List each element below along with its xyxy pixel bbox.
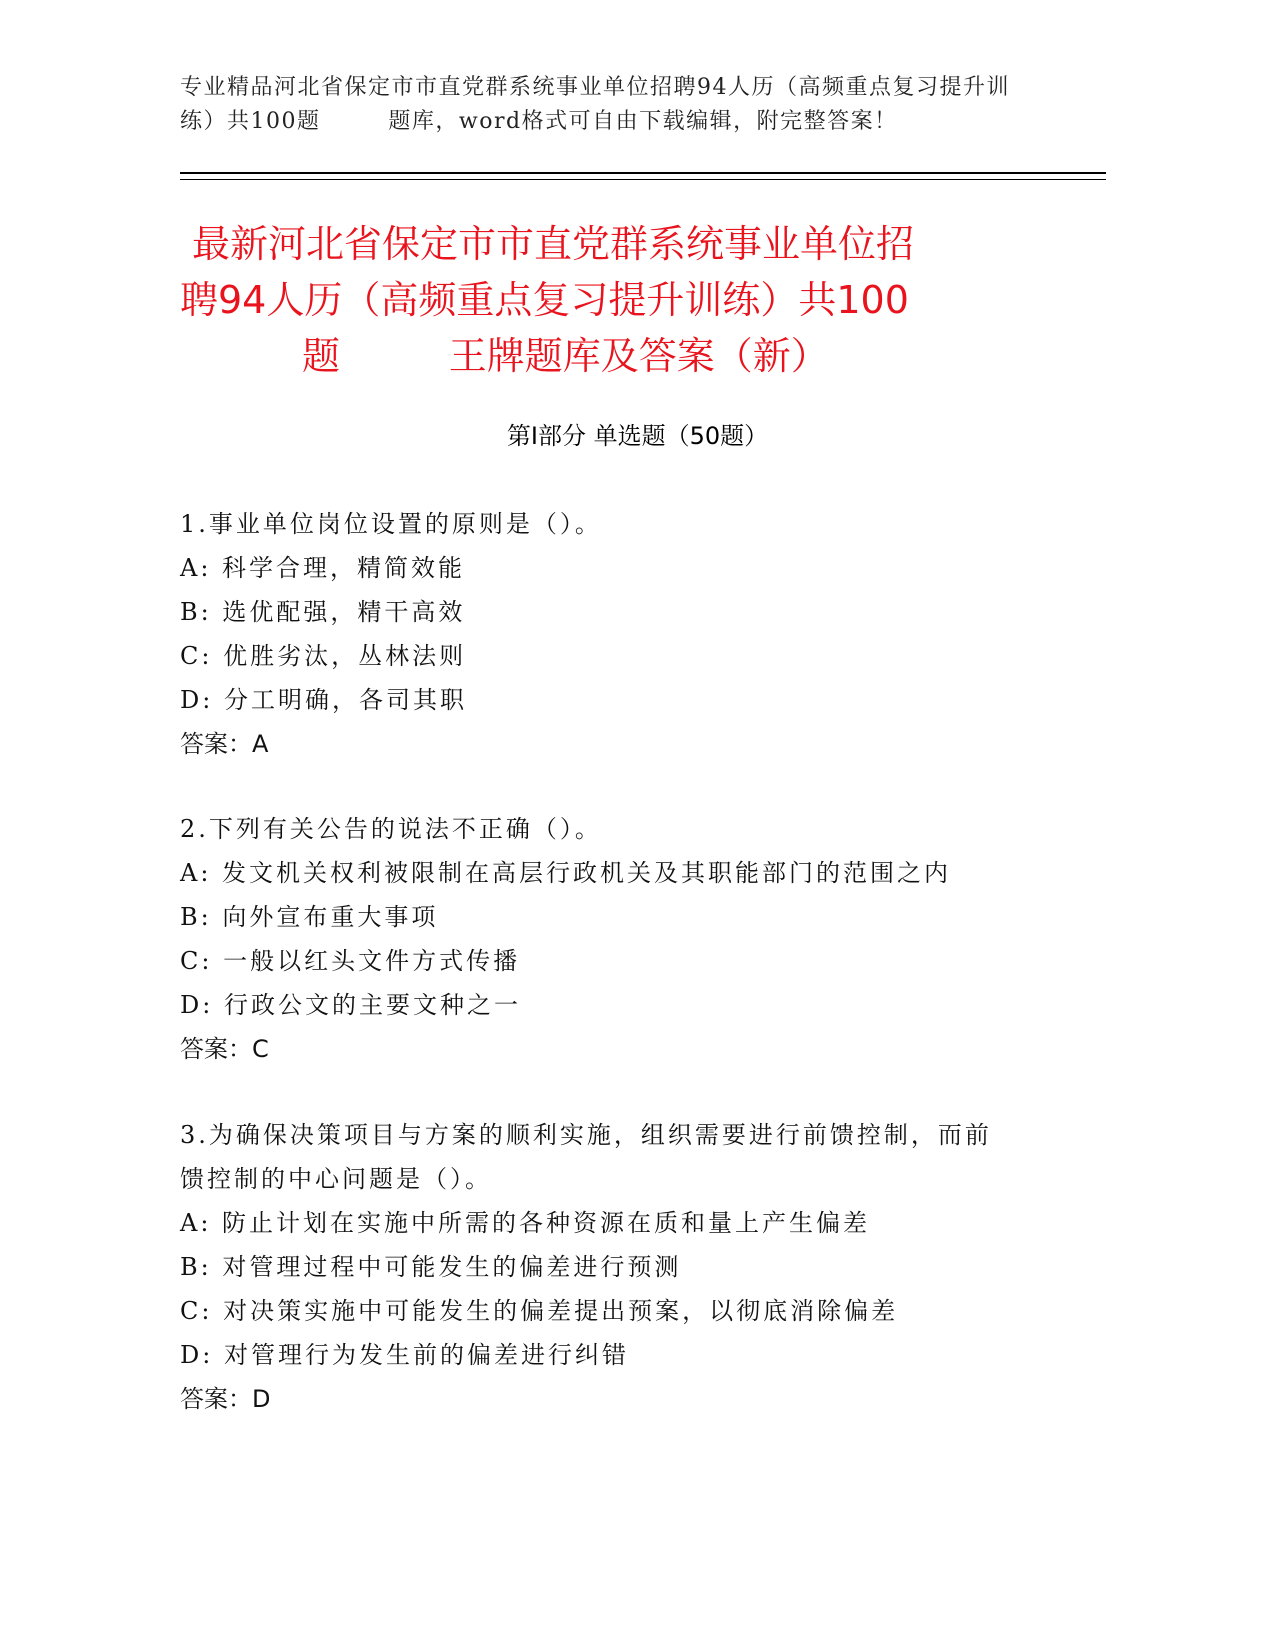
header-rule-thin (180, 179, 1106, 180)
question-1 (180, 502, 1080, 766)
option-a: A: 科学合理，精简效能 (180, 554, 466, 582)
answer: 答案：A (180, 730, 269, 758)
header-rule-thick (180, 172, 1106, 174)
question-stem-line-1: 3.为确保决策项目与方案的顺利实施，组织需要进行前馈控制，而前 (180, 1121, 992, 1149)
option-c: C: 对决策实施中可能发生的偏差提出预案，以彻底消除偏差 (180, 1297, 899, 1325)
option-c: C: 优胜劣汰，丛林法则 (180, 642, 467, 670)
option-b: B: 向外宣布重大事项 (180, 903, 439, 931)
answer: 答案：C (180, 1035, 269, 1063)
option-d: D: 行政公文的主要文种之一 (180, 991, 521, 1019)
option-b: B: 选优配强，精干高效 (180, 598, 466, 626)
header-line-2: 练）共100题 题库，word格式可自由下载编辑，附完整答案！ (180, 109, 898, 134)
section-title: 第Ⅰ部分 单选题（50题） (506, 422, 769, 450)
option-c: C: 一般以红头文件方式传播 (180, 947, 521, 975)
question-2 (180, 807, 1080, 1071)
document-title (180, 216, 1106, 384)
title-line-1: 最新河北省保定市市直党群系统事业单位招 (192, 222, 915, 266)
question-stem-line-2: 馈控制的中心问题是（）。 (180, 1165, 492, 1193)
option-a: A: 防止计划在实施中所需的各种资源在质和量上产生偏差 (180, 1209, 871, 1237)
question-stem: 2.下列有关公告的说法不正确（）。 (180, 815, 602, 843)
question-3 (180, 1113, 1080, 1421)
header-line-1: 专业精品河北省保定市市直党群系统事业单位招聘94人历（高频重点复习提升训 (180, 75, 1010, 100)
option-d: D: 分工明确，各司其职 (180, 686, 467, 714)
question-stem: 1.事业单位岗位设置的原则是（）。 (180, 510, 602, 538)
option-a: A: 发文机关权利被限制在高层行政机关及其职能部门的范围之内 (180, 859, 952, 887)
document-header (180, 71, 1060, 139)
title-line-3: 题 王牌题库及答案（新） (302, 334, 829, 378)
answer: 答案：D (180, 1385, 271, 1413)
option-d: D: 对管理行为发生前的偏差进行纠错 (180, 1341, 629, 1369)
option-b: B: 对管理过程中可能发生的偏差进行预测 (180, 1253, 682, 1281)
title-line-2: 聘94人历（高频重点复习提升训练）共100 (180, 278, 909, 322)
